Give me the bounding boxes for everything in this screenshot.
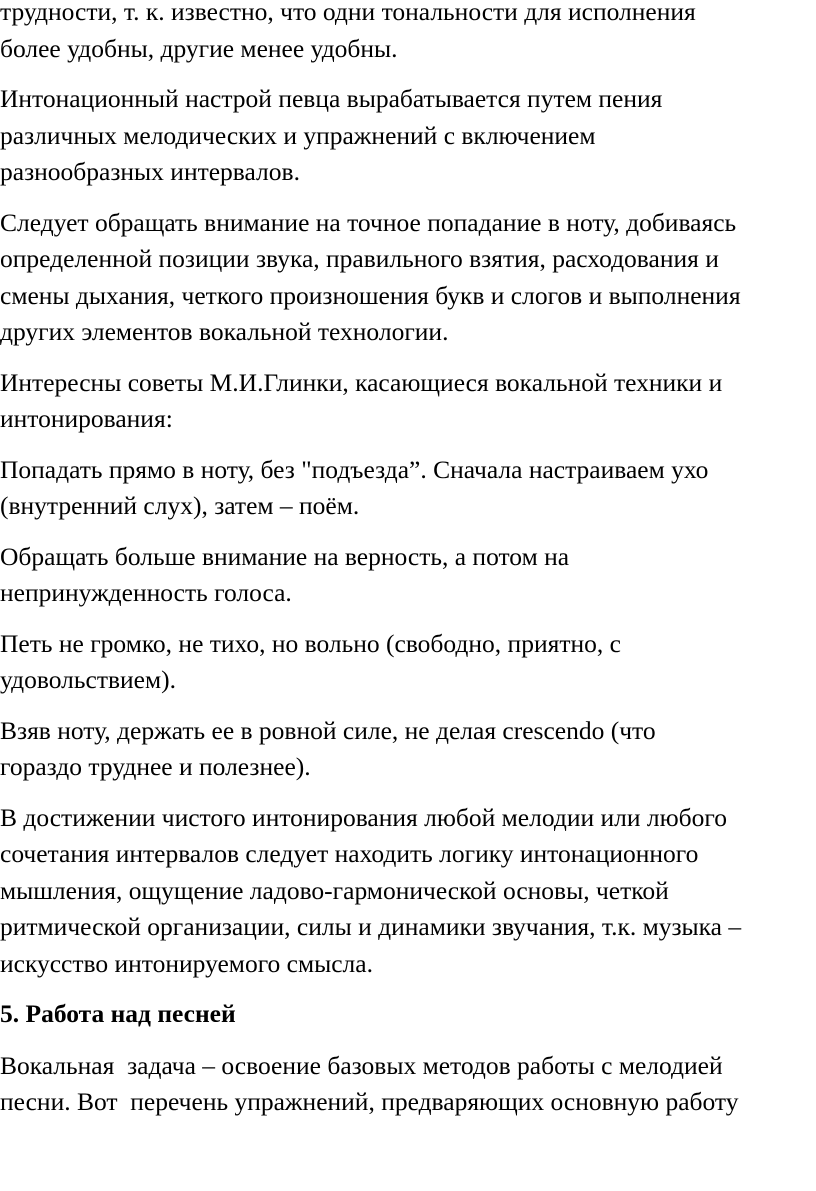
text-line: сочетания интервалов следует находить логику интонационного [0, 839, 699, 868]
text-line: песни. Вот перечень упражнений, предваряющих основную работу [0, 1087, 739, 1116]
text-line: Взяв ноту, держать ее в ровной силе, не делая crescendo (что [0, 715, 656, 745]
paragraph-advice-crescendo [0, 713, 816, 786]
text-line: смены дыхания, четкого произношения букв и слогов и выполнения [0, 280, 741, 310]
paragraph-intonation-mood [0, 81, 816, 191]
text-line: трудности, т. к. известно, что одни тональности для исполнения [0, 0, 696, 26]
text-line: Интонационный настрой певца вырабатывается путем пения [0, 84, 663, 113]
paragraph-attention [0, 205, 816, 351]
text-line: удовольствием). [0, 665, 176, 694]
text-line: Попадать прямо в ноту, без "подъезда”. Сначала настраиваем ухо [0, 454, 709, 484]
text-line: Петь не громко, не тихо, но вольно (свободно, приятно, с [0, 628, 621, 658]
paragraph-vocal-task [0, 1048, 816, 1121]
paragraph-advice-fidelity [0, 539, 816, 612]
text-line: определенной позиции звука, правильного взятия, расходования и [0, 244, 719, 273]
paragraph-advice-note [0, 452, 816, 525]
text-line: В достижении чистого интонирования любой мелодии или любого [0, 802, 727, 832]
text-line: искусство интонируемого смысла. [0, 948, 373, 978]
paragraph-pure-intonation [0, 800, 816, 983]
text-line: мышления, ощущение ладово-гармонической основы, четкой [0, 875, 669, 905]
paragraph-tonality [0, 0, 816, 67]
section-heading: 5. Работа над песней [0, 999, 236, 1028]
text-line: ритмической организации, силы и динамики звучания, т.к. музыка – [0, 912, 742, 941]
text-line: непринужденность голоса. [0, 578, 292, 607]
paragraph-advice-volume [0, 626, 816, 699]
text-line: интонирования: [0, 404, 173, 433]
text-line: различных мелодических и упражнений с включением [0, 120, 596, 150]
paragraph-glinka-advice [0, 365, 816, 438]
text-line: Следует обращать внимание на точное попадание в ноту, добиваясь [0, 207, 737, 237]
text-line: Обращать больше внимание на верность, а потом на [0, 541, 570, 571]
text-line: (внутренний слух), затем – поём. [0, 491, 360, 520]
text-line: Вокальная задача – освоение базовых методов работы с мелодией [0, 1050, 723, 1080]
text-line: других элементов вокальной технологии. [0, 317, 449, 346]
text-line: Интересны советы М.И.Глинки, касающиеся вокальной техники и [0, 367, 723, 397]
text-line: более удобны, другие менее удобны. [0, 33, 398, 63]
text-line: разнообразных интервалов. [0, 157, 300, 186]
text-line: гораздо труднее и полезнее). [0, 752, 311, 781]
